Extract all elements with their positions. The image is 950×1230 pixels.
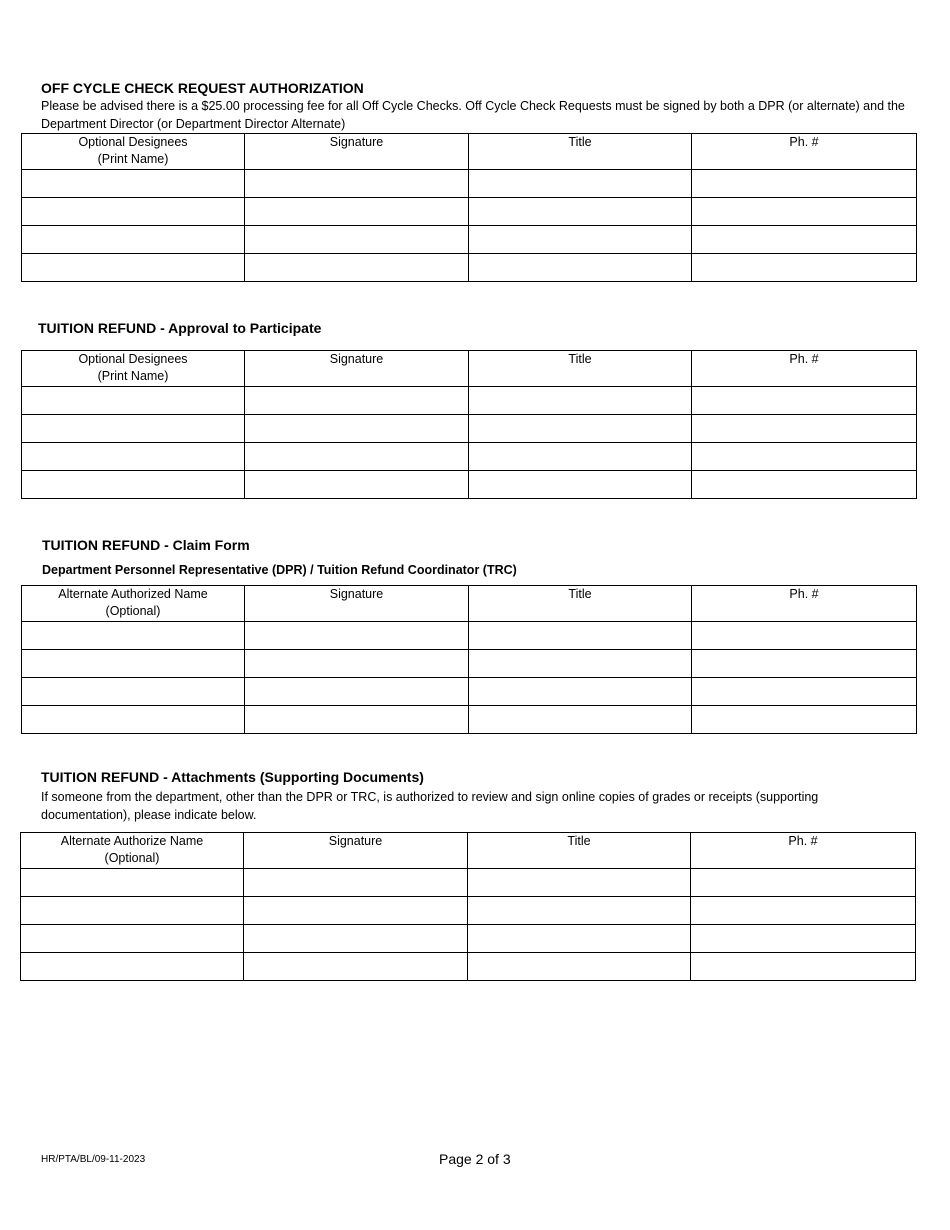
column-header-signature [244, 833, 468, 869]
entry-cell-phone[interactable] [692, 170, 917, 198]
column-header-signature [245, 586, 469, 622]
entry-cell-signature[interactable] [245, 254, 469, 282]
table-row [21, 953, 916, 981]
column-header-sublabel: (Print Name) [97, 369, 169, 383]
page-number: Page 2 of 3 [439, 1151, 511, 1167]
table-row [21, 925, 916, 953]
column-header-label: Signature [329, 587, 384, 601]
column-header-phone [692, 351, 917, 387]
table-row [22, 622, 917, 650]
section-title-off-cycle-check: OFF CYCLE CHECK REQUEST AUTHORIZATION [41, 80, 364, 96]
entry-cell-title[interactable] [469, 622, 692, 650]
entry-cell-name[interactable] [22, 471, 245, 499]
entry-cell-name[interactable] [22, 706, 245, 734]
entry-cell-signature[interactable] [244, 953, 468, 981]
entry-cell-title[interactable] [469, 443, 692, 471]
entry-cell-signature[interactable] [245, 471, 469, 499]
entry-cell-title[interactable] [469, 678, 692, 706]
entry-cell-signature[interactable] [245, 170, 469, 198]
entry-cell-name[interactable] [22, 622, 245, 650]
entry-cell-title[interactable] [469, 254, 692, 282]
entry-cell-title[interactable] [469, 170, 692, 198]
column-header-label: Title [567, 834, 591, 848]
claim-form-subtitle: Department Personnel Representative (DPR) / Tuition Refund Coordinator (TRC) [42, 563, 517, 577]
table-row [21, 869, 916, 897]
entry-cell-signature[interactable] [245, 706, 469, 734]
form-code: HR/PTA/BL/09-11-2023 [41, 1154, 146, 1165]
entry-cell-name[interactable] [21, 869, 244, 897]
entry-cell-signature[interactable] [245, 443, 469, 471]
entry-cell-name[interactable] [22, 415, 245, 443]
section-title-approval-to-participate: TUITION REFUND - Approval to Participate [38, 320, 322, 336]
column-header-signature [245, 134, 469, 170]
table-row [22, 254, 917, 282]
table-row [22, 471, 917, 499]
column-header-label: Title [568, 135, 592, 149]
table-row [22, 170, 917, 198]
column-header-label: Ph. # [788, 834, 818, 848]
entry-cell-signature[interactable] [245, 226, 469, 254]
entry-cell-phone[interactable] [692, 678, 917, 706]
table-header-row [22, 586, 917, 622]
table-header-row [21, 833, 916, 869]
column-header-phone [691, 833, 916, 869]
entry-cell-phone[interactable] [692, 254, 917, 282]
entry-cell-signature[interactable] [244, 869, 468, 897]
column-header-label: Signature [329, 352, 384, 366]
table-row [22, 387, 917, 415]
column-header-sublabel: (Optional) [105, 604, 161, 618]
entry-cell-title[interactable] [469, 650, 692, 678]
column-header-phone [692, 134, 917, 170]
entry-cell-title[interactable] [469, 415, 692, 443]
column-header-label: Alternate Authorize Name [60, 834, 204, 848]
entry-cell-phone[interactable] [692, 471, 917, 499]
entry-cell-title[interactable] [469, 387, 692, 415]
entry-cell-title[interactable] [468, 953, 691, 981]
entry-cell-signature[interactable] [245, 198, 469, 226]
entry-cell-phone[interactable] [691, 869, 916, 897]
table-header-row [22, 134, 917, 170]
column-header-name [22, 134, 245, 170]
approval-to-participate-signature-table [21, 350, 917, 499]
entry-cell-name[interactable] [22, 387, 245, 415]
column-header-label: Ph. # [789, 352, 819, 366]
column-header-label: Ph. # [789, 587, 819, 601]
section-title-claim-form: TUITION REFUND - Claim Form [42, 537, 250, 553]
column-header-sublabel: (Print Name) [97, 152, 169, 166]
entry-cell-title[interactable] [468, 925, 691, 953]
entry-cell-title[interactable] [469, 226, 692, 254]
entry-cell-name[interactable] [22, 254, 245, 282]
column-header-phone [692, 586, 917, 622]
attachments-description: If someone from the department, other than the DPR or TRC, is authorized to review and sign online copies of grades or receipts (supporting documentation), please indicate below. [41, 790, 819, 822]
table-row [22, 443, 917, 471]
entry-cell-title[interactable] [468, 869, 691, 897]
entry-cell-phone[interactable] [692, 387, 917, 415]
column-header-label: Ph. # [789, 135, 819, 149]
entry-cell-phone[interactable] [692, 650, 917, 678]
column-header-label: Title [568, 587, 592, 601]
section-title-attachments: TUITION REFUND - Attachments (Supporting Documents) [41, 769, 424, 785]
table-row [22, 198, 917, 226]
column-header-title [469, 134, 692, 170]
entry-cell-phone[interactable] [691, 897, 916, 925]
entry-cell-name[interactable] [21, 925, 244, 953]
entry-cell-signature[interactable] [245, 650, 469, 678]
column-header-name [22, 351, 245, 387]
table-header-row [22, 351, 917, 387]
claim-form-signature-table [21, 585, 917, 734]
entry-cell-signature[interactable] [245, 387, 469, 415]
entry-cell-name[interactable] [21, 897, 244, 925]
column-header-label: Optional Designees [78, 135, 188, 149]
column-header-signature [245, 351, 469, 387]
entry-cell-phone[interactable] [692, 226, 917, 254]
entry-cell-phone[interactable] [692, 706, 917, 734]
off-cycle-check-description: Please be advised there is a $25.00 processing fee for all Off Cycle Checks. Off Cycle Check Requests must be signed by both a DPR (or alternate) and the Department Director (or Department Director Alternate) [41, 99, 905, 131]
table-row [22, 678, 917, 706]
column-header-title [469, 351, 692, 387]
entry-cell-phone[interactable] [691, 925, 916, 953]
entry-cell-title[interactable] [469, 471, 692, 499]
table-row [22, 650, 917, 678]
entry-cell-phone[interactable] [692, 198, 917, 226]
entry-cell-signature[interactable] [245, 678, 469, 706]
off-cycle-check-signature-table [21, 133, 917, 282]
entry-cell-phone[interactable] [692, 622, 917, 650]
column-header-name [22, 586, 245, 622]
table-row [21, 897, 916, 925]
table-row [22, 226, 917, 254]
entry-cell-name[interactable] [22, 443, 245, 471]
entry-cell-name[interactable] [21, 953, 244, 981]
entry-cell-phone[interactable] [691, 953, 916, 981]
entry-cell-title[interactable] [469, 198, 692, 226]
table-row [22, 706, 917, 734]
entry-cell-name[interactable] [22, 678, 245, 706]
column-header-label: Optional Designees [78, 352, 188, 366]
entry-cell-name[interactable] [22, 170, 245, 198]
entry-cell-title[interactable] [468, 897, 691, 925]
column-header-label: Signature [329, 135, 384, 149]
entry-cell-phone[interactable] [692, 443, 917, 471]
column-header-name [21, 833, 244, 869]
entry-cell-name[interactable] [22, 198, 245, 226]
entry-cell-title[interactable] [469, 706, 692, 734]
entry-cell-signature[interactable] [245, 622, 469, 650]
column-header-label: Title [568, 352, 592, 366]
table-row [22, 415, 917, 443]
attachments-signature-table [20, 832, 916, 981]
column-header-title [469, 586, 692, 622]
entry-cell-name[interactable] [22, 226, 245, 254]
column-header-label: Signature [328, 834, 383, 848]
entry-cell-name[interactable] [22, 650, 245, 678]
entry-cell-signature[interactable] [244, 897, 468, 925]
entry-cell-signature[interactable] [245, 415, 469, 443]
entry-cell-signature[interactable] [244, 925, 468, 953]
column-header-label: Alternate Authorized Name [58, 587, 208, 601]
entry-cell-phone[interactable] [692, 415, 917, 443]
column-header-title [468, 833, 691, 869]
column-header-sublabel: (Optional) [104, 851, 160, 865]
